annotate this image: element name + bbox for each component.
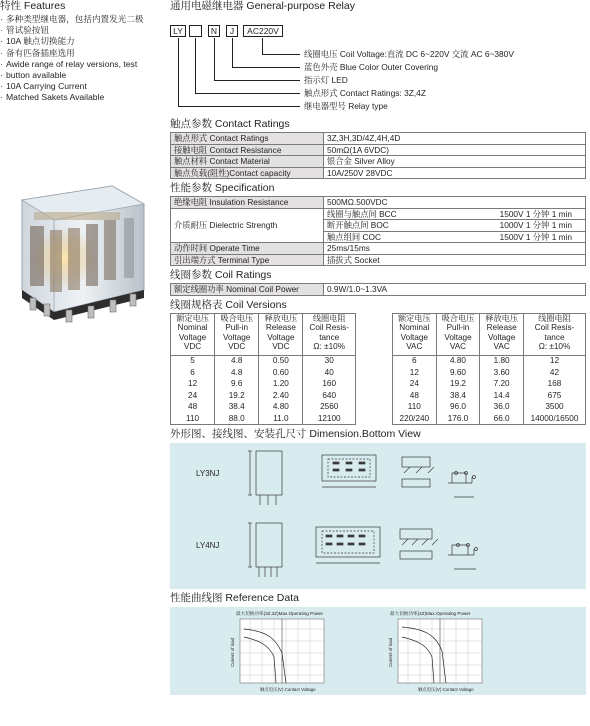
feature-item: · 10A 触点切换能力 — [0, 36, 160, 47]
table-cell: 3.60 — [480, 367, 524, 379]
table-row — [393, 401, 586, 413]
column-header-line: Voltage — [267, 332, 295, 342]
column-header-line: Voltage — [444, 332, 472, 342]
table-key: 绝缘电阻 Insulation Resistance — [171, 197, 324, 209]
column-header-line: VDC — [272, 342, 290, 351]
table-value — [324, 231, 586, 243]
chart-a-ylabel: Current of load — [230, 638, 235, 668]
coil-ratings-section — [170, 269, 586, 296]
dimension-section — [170, 428, 586, 589]
chart-b — [398, 619, 482, 683]
table-cell: 9.60 — [436, 367, 480, 379]
column-header — [393, 313, 437, 355]
table-cell: 2.40 — [259, 390, 303, 402]
contact-ratings-section — [170, 118, 586, 179]
column-header-line: Voltage — [223, 332, 251, 342]
table-cell: 110 — [393, 401, 437, 413]
column-header-line: tance — [319, 332, 340, 342]
table-key: 触点负载(阻性)Contact capacity — [171, 167, 324, 179]
table-cell: 640 — [303, 390, 356, 402]
table-row — [393, 355, 586, 367]
feature-item: · 备有匹备插座选用 — [0, 48, 160, 59]
connector-line — [195, 93, 300, 94]
table-row — [393, 413, 586, 425]
code-box-led: N — [208, 25, 220, 37]
table-key: 接触电阻 Contact Resistance — [171, 144, 324, 156]
column-header-line: Coil Resis- — [534, 323, 575, 332]
table-row — [171, 367, 356, 379]
table-cell: 110 — [171, 413, 215, 425]
table-row — [171, 390, 356, 402]
column-header-line: VAC — [449, 342, 467, 351]
column-header — [436, 313, 480, 355]
table-cell: 96.0 — [436, 401, 480, 413]
contact-ratings-table — [170, 132, 586, 179]
column-header — [171, 313, 215, 355]
column-header-line: 释放电压 — [485, 313, 519, 323]
table-cell: 30 — [303, 355, 356, 367]
table-row — [171, 254, 586, 266]
column-header-line: 线圈电阻 — [538, 313, 571, 323]
column-header-line: Coil Resis- — [309, 323, 349, 332]
specification-title: 性能参数 Specification — [170, 182, 275, 194]
column-header-line: VAC — [406, 342, 423, 351]
table-cell: 4.80 — [436, 355, 480, 367]
table-row — [171, 284, 586, 296]
table-cell: 176.0 — [436, 413, 480, 425]
table-cell: 14.4 — [480, 390, 524, 402]
table-cell: 1.20 — [259, 378, 303, 390]
coil-ratings-table — [170, 283, 586, 296]
code-label-relay-type: 继电器型号 Relay type — [304, 101, 388, 111]
chart-a-title: 最大切换功率(3Z,3Z)Max.Operating Power — [236, 611, 324, 617]
code-box-voltage: AC220V — [243, 25, 283, 37]
table-value: 500MΩ.500VDC — [324, 197, 586, 209]
table-row — [171, 156, 586, 168]
table-cell: 12 — [393, 367, 437, 379]
table-cell: 40 — [303, 367, 356, 379]
code-label-covering: 蓝色外壳 Blue Color Outer Covering — [304, 62, 439, 72]
column-header-line: Ω: ±10% — [313, 342, 345, 351]
table-key: 额定线圈功率 Nominal Coil Power — [171, 284, 324, 296]
feature-item: · Awide range of relay versions, test — [0, 59, 160, 70]
column-header-line: Voltage — [400, 332, 428, 342]
table-cell: 3500 — [523, 401, 585, 413]
dimension-panel — [170, 443, 586, 589]
chart-b-title: 最大切换功率(4Z)Max.Operating Power — [390, 611, 471, 617]
table-key: 引出端方式 Terminal Type — [171, 254, 324, 266]
table-cell: 48 — [393, 390, 437, 402]
model-code-diagram — [170, 13, 586, 115]
connector-line — [195, 38, 196, 93]
reference-title: 性能曲线图 Reference Data — [170, 592, 299, 605]
page-title: 通用电磁继电器 General-purpose Relay — [170, 0, 355, 12]
column-header-line: Nominal — [177, 323, 208, 332]
table-cell: 0.60 — [259, 367, 303, 379]
dc-coil-table — [170, 313, 356, 426]
table-row — [171, 133, 586, 145]
model-label-ly3nj: LY3NJ — [196, 469, 220, 479]
dielectric-item: 触点组间 COC — [327, 231, 381, 242]
coil-versions-section — [170, 299, 586, 426]
table-cell: 220/240 — [393, 413, 437, 425]
table-cell: 19.2 — [215, 390, 259, 402]
table-value: 50mΩ(1A 6VDC) — [324, 144, 586, 156]
table-cell: 42 — [523, 367, 585, 379]
relay-product-image — [4, 178, 156, 336]
code-label-led: 指示灯 LED — [304, 75, 348, 85]
table-header-row — [171, 313, 356, 355]
column-header-line: 额定电压 — [397, 313, 431, 323]
table-cell: 5 — [171, 355, 215, 367]
table-row — [171, 378, 356, 390]
table-header-row — [393, 313, 586, 355]
table-cell: 12 — [523, 355, 585, 367]
feature-item: · button available — [0, 70, 160, 81]
table-cell: 19.2 — [436, 378, 480, 390]
table-cell: 7.20 — [480, 378, 524, 390]
column-header — [523, 313, 585, 355]
column-header-line: Release — [486, 323, 517, 332]
column-header-line: Pull-in — [446, 323, 470, 332]
column-header-line: Voltage — [178, 332, 207, 342]
column-header-line: 线圈电阻 — [312, 313, 346, 323]
connector-line — [262, 38, 263, 54]
column-header-line: VDC — [228, 342, 246, 351]
connector-line — [178, 106, 300, 107]
table-cell: 12100 — [303, 413, 356, 425]
coil-tables — [170, 313, 586, 426]
table-value: 0.9W/1.0~1.3VA — [324, 284, 586, 296]
right-column — [170, 0, 586, 695]
dielectric-value: 1000V 1 分钟 1 min — [499, 220, 572, 231]
features-list — [0, 14, 160, 104]
table-key: 介质耐压 Dielectric Strength — [171, 208, 324, 243]
specification-table — [170, 196, 586, 266]
contact-ratings-title: 触点参数 Contact Ratings — [170, 118, 290, 130]
coil-versions-title: 线圈规格表 Coil Versions — [170, 298, 287, 311]
connector-line — [232, 67, 300, 68]
table-cell: 38.4 — [215, 401, 259, 413]
table-cell: 11.0 — [259, 413, 303, 425]
table-value: 3Z,3H,3D/4Z,4H,4D — [324, 133, 586, 145]
reference-section — [170, 592, 586, 695]
table-cell: 4.8 — [215, 355, 259, 367]
column-header — [259, 313, 303, 355]
column-header — [480, 313, 524, 355]
features-section — [0, 0, 160, 104]
column-header-line: 额定电压 — [176, 313, 209, 323]
dielectric-item: 线圈与触点间 BCC — [327, 208, 397, 219]
code-box-series: LY — [170, 25, 186, 37]
column-header-line: Ω: ±10% — [538, 342, 571, 351]
table-cell: 4.80 — [259, 401, 303, 413]
table-cell: 2560 — [303, 401, 356, 413]
chart-b-xlabel: 触点电压(V) Contact Voltage — [418, 687, 474, 693]
table-key: 动作时间 Operate Time — [171, 243, 324, 255]
feature-item: · 10A Carrying Current — [0, 81, 160, 92]
column-header-line: Release — [265, 323, 296, 332]
column-header-line: 吸合电压 — [220, 313, 254, 323]
chart-a — [240, 619, 324, 683]
table-cell: 160 — [303, 378, 356, 390]
column-header-line: Voltage — [487, 332, 516, 342]
column-header-line: VDC — [183, 342, 202, 351]
dielectric-value: 1500V 1 分钟 1 min — [499, 231, 572, 242]
column-header-line: tance — [544, 332, 565, 342]
feature-item: · 管试验按钮 — [0, 25, 160, 36]
column-header-line: 释放电压 — [264, 313, 298, 323]
column-header-line: Pull-in — [225, 323, 249, 332]
table-cell: 38.4 — [436, 390, 480, 402]
column-header-line: Nominal — [399, 323, 430, 332]
dielectric-value: 1500V 1 分钟 1 min — [499, 208, 572, 219]
feature-item: · Matched Sakets Available — [0, 92, 160, 103]
table-cell: 88.0 — [215, 413, 259, 425]
table-key: 触点形式 Contact Ratings — [171, 133, 324, 145]
table-cell: 0.50 — [259, 355, 303, 367]
table-cell: 9.6 — [215, 378, 259, 390]
table-cell: 168 — [523, 378, 585, 390]
table-cell: 12 — [171, 378, 215, 390]
connector-line — [214, 80, 300, 81]
feature-item: · 多种类型继电器，包括内置发光二极 — [0, 14, 160, 25]
table-row — [393, 390, 586, 402]
table-value — [324, 220, 586, 232]
table-value: 10A/250V 28VDC — [324, 167, 586, 179]
table-value: 插拔式 Socket — [324, 254, 586, 266]
dielectric-item: 断开触点间 BOC — [327, 220, 389, 231]
table-key: 触点材料 Contact Material — [171, 156, 324, 168]
table-row — [171, 208, 586, 220]
dimension-drawing — [170, 443, 586, 589]
table-cell: 36.0 — [480, 401, 524, 413]
table-cell: 6 — [171, 367, 215, 379]
connector-line — [178, 38, 179, 106]
specification-section — [170, 182, 586, 266]
table-row — [171, 243, 586, 255]
table-cell: 48 — [171, 401, 215, 413]
table-value: 25ms/15ms — [324, 243, 586, 255]
connector-line — [262, 54, 300, 55]
chart-a-xlabel: 触点电压(V) Contact Voltage — [260, 687, 316, 693]
table-row — [171, 401, 356, 413]
table-cell: 24 — [171, 390, 215, 402]
table-cell: 14000/16500 — [523, 413, 585, 425]
table-cell: 66.0 — [480, 413, 524, 425]
dimension-title: 外形图、接线图、安装孔尺寸 Dimension.Bottom View — [170, 428, 421, 441]
connector-line — [214, 38, 215, 80]
table-cell: 24 — [393, 378, 437, 390]
table-cell: 675 — [523, 390, 585, 402]
column-header — [215, 313, 259, 355]
chart-b-ylabel: Current of load — [388, 638, 393, 668]
table-row — [171, 197, 586, 209]
table-cell: 6 — [393, 355, 437, 367]
table-value: 银合金 Silver Alloy — [324, 156, 586, 168]
table-row — [393, 378, 586, 390]
table-value — [324, 208, 586, 220]
connector-line — [232, 38, 233, 67]
table-row — [171, 167, 586, 179]
table-cell: 1.80 — [480, 355, 524, 367]
table-cell: 4.8 — [215, 367, 259, 379]
column-header — [303, 313, 356, 355]
features-title: 特性 Features — [0, 0, 66, 12]
table-row — [171, 413, 356, 425]
reference-curves — [170, 607, 586, 695]
column-header-line: VAC — [493, 342, 510, 351]
code-label-contact-form: 触点形式 Contact Ratings: 3Z,4Z — [304, 88, 426, 98]
ac-coil-table — [392, 313, 586, 426]
column-header-line: 吸合电压 — [441, 313, 475, 323]
table-row — [171, 144, 586, 156]
coil-ratings-title: 线圈参数 Coil Ratings — [170, 269, 272, 281]
table-row — [393, 367, 586, 379]
code-box-color: J — [226, 25, 238, 37]
code-label-coil-voltage: 线圈电压 Coil Voltage:直流 DC 6~220V 交流 AC 6~380V — [304, 49, 514, 59]
code-box-contact — [189, 25, 202, 37]
reference-panel — [170, 607, 586, 695]
model-label-ly4nj: LY4NJ — [196, 541, 220, 551]
table-row — [171, 355, 356, 367]
